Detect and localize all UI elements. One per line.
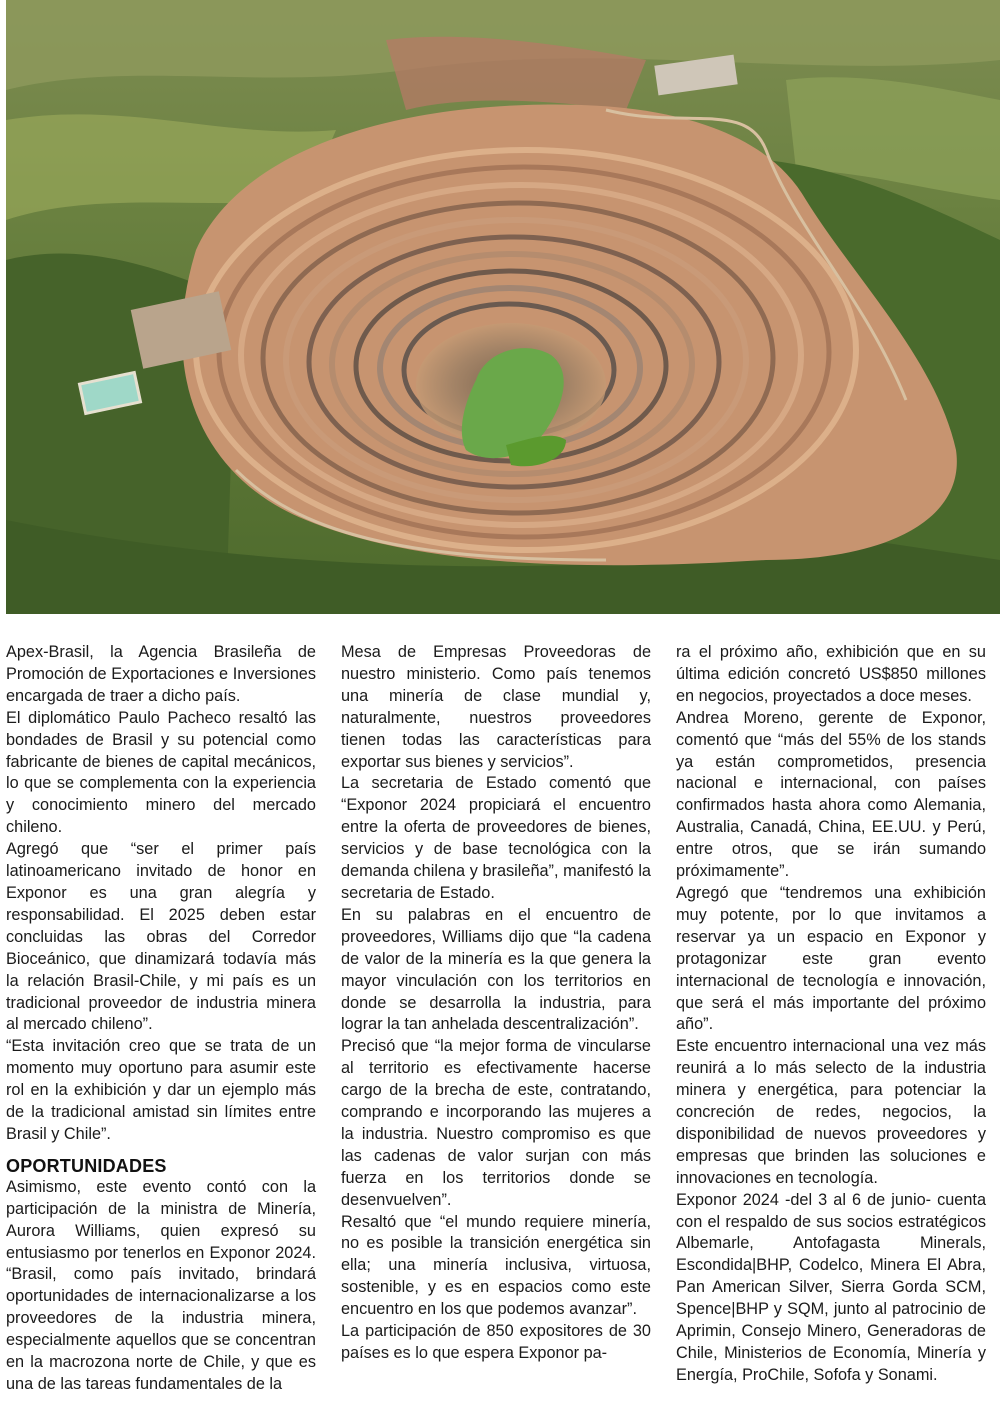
paragraph: Andrea Moreno, gerente de Exponor, comentó que “más del 55% de los stands ya están comprometidos, presencia nacional e internacional, con países confirmados hasta ahora como Alemania, Australia, Canadá, China, EE.UU. y Perú, entre otros, que se irán sumando próximamente”. bbox=[676, 708, 986, 881]
mine-aerial-photo bbox=[6, 0, 1000, 614]
article-column-1 bbox=[6, 642, 316, 1396]
paragraph: Este encuentro internacional una vez más reunirá a lo más selecto de la industria minera y energética, para potenciar la concreción de redes, negocios, la disponibilidad de nuevos proveedores y empresas que brinden las soluciones e innovaciones en tecnología. bbox=[676, 1037, 986, 1187]
paragraph: En su palabras en el encuentro de proveedores, Williams dijo que “la cadena de valor de la minería es la que genera la mayor vinculación con los territorios en donde se desarrolla la industria, para lograr la tan anhelada descentralización”. bbox=[341, 905, 651, 1034]
paragraph: “Esta invitación creo que se trata de un momento muy oportuno para asumir este rol en la exhibición y dar un ejemplo más de la tradicional amistad sin límites entre Brasil y Chile”. bbox=[6, 1037, 316, 1143]
paragraph: Resaltó que “el mundo requiere minería, no es posible la transición energética sin ella; una minería inclusiva, virtuosa, sostenible, y es en espacios como este encuentro en los que podemos avanzar”. bbox=[341, 1212, 651, 1319]
article-body bbox=[6, 642, 994, 1402]
paragraph: ra el próximo año, exhibición que en su última edición concretó US$850 millones en negocios, proyectados a doce meses. bbox=[676, 643, 986, 705]
paragraph: Mesa de Empresas Proveedoras de nuestro ministerio. Como país tenemos una minería de clase mundial y, naturalmente, nuestros proveedores tienen todas las características para exportar sus bienes y servicios”. bbox=[341, 643, 651, 771]
paragraph: Asimismo, este evento contó con la participación de la ministra de Minería, Aurora Williams, quien expresó su entusiasmo por tenerlos en Exponor 2024. “Brasil, como país invitado, brindará oportunidades de internacionalizarse a los proveedores de la industria minera, especialmente aquellos que se concentran en la macrozona norte de Chile, y que es una de las tareas fundamentales de la bbox=[6, 1177, 316, 1393]
article-column-3 bbox=[676, 642, 986, 1387]
paragraph: Agregó que “ser el primer país latinoamericano invitado de honor en Exponor es una gran alegría y responsabilidad. El 2025 deben estar concluidas las obras del Corredor Bioceánico, que dinamizará todavía más la relación Brasil-Chile, y mi país es un tradicional proveedor de industria minera al mercado chileno”. bbox=[6, 840, 316, 1034]
paragraph: La participación de 850 expositores de 30 países es lo que espera Exponor pa- bbox=[341, 1322, 651, 1362]
paragraph: Agregó que “tendremos una exhibición muy potente, por lo que invitamos a reservar ya un espacio en Exponor y protagonizar este gran evento internacional de tecnología e innovación, que será el más importante del próximo año”. bbox=[676, 883, 986, 1034]
paragraph: Apex-Brasil, la Agencia Brasileña de Promoción de Exportaciones e Inversiones encargada de traer a dicho país. bbox=[6, 643, 316, 705]
article-column-2 bbox=[341, 642, 651, 1365]
paragraph: Precisó que “la mejor forma de vincularse al territorio es efectivamente hacerse cargo de la brecha de este, contratando, comprando e incorporando las mujeres a la industria. Nuestro compromiso es que las cadenas de valor surjan con más fuerza en los territorios donde se desenvuelven”. bbox=[341, 1037, 651, 1209]
section-heading: OPORTUNIDADES bbox=[6, 1155, 167, 1176]
paragraph: El diplomático Paulo Pacheco resaltó las bondades de Brasil y su potencial como fabricante de bienes de capital mecánicos, lo que se complementa con la experiencia y conocimiento minero del mercado chileno. bbox=[6, 708, 316, 837]
open-pit-mine-illustration bbox=[6, 0, 1000, 614]
paragraph: Exponor 2024 -del 3 al 6 de junio- cuenta con el respaldo de sus socios estratégicos Albemarle, Antofagasta Minerals, Escondida|BHP, Codelco, Minera El Abra, Pan American Silver, Sierra Gorda SCM, Spence|BHP y SQM, junto al patrocinio de Aprimin, Consejo Minero, Generadoras de Chile, Ministerios de Economía, Minería y Energía, ProChile, Sofofa y Sonami. bbox=[676, 1190, 986, 1384]
paragraph: La secretaria de Estado comentó que “Exponor 2024 propiciará el encuentro entre la oferta de proveedores de bienes, servicios y de base tecnológica con la demanda chilena y brasileña”, manifestó la secretaria de Estado. bbox=[341, 774, 651, 902]
